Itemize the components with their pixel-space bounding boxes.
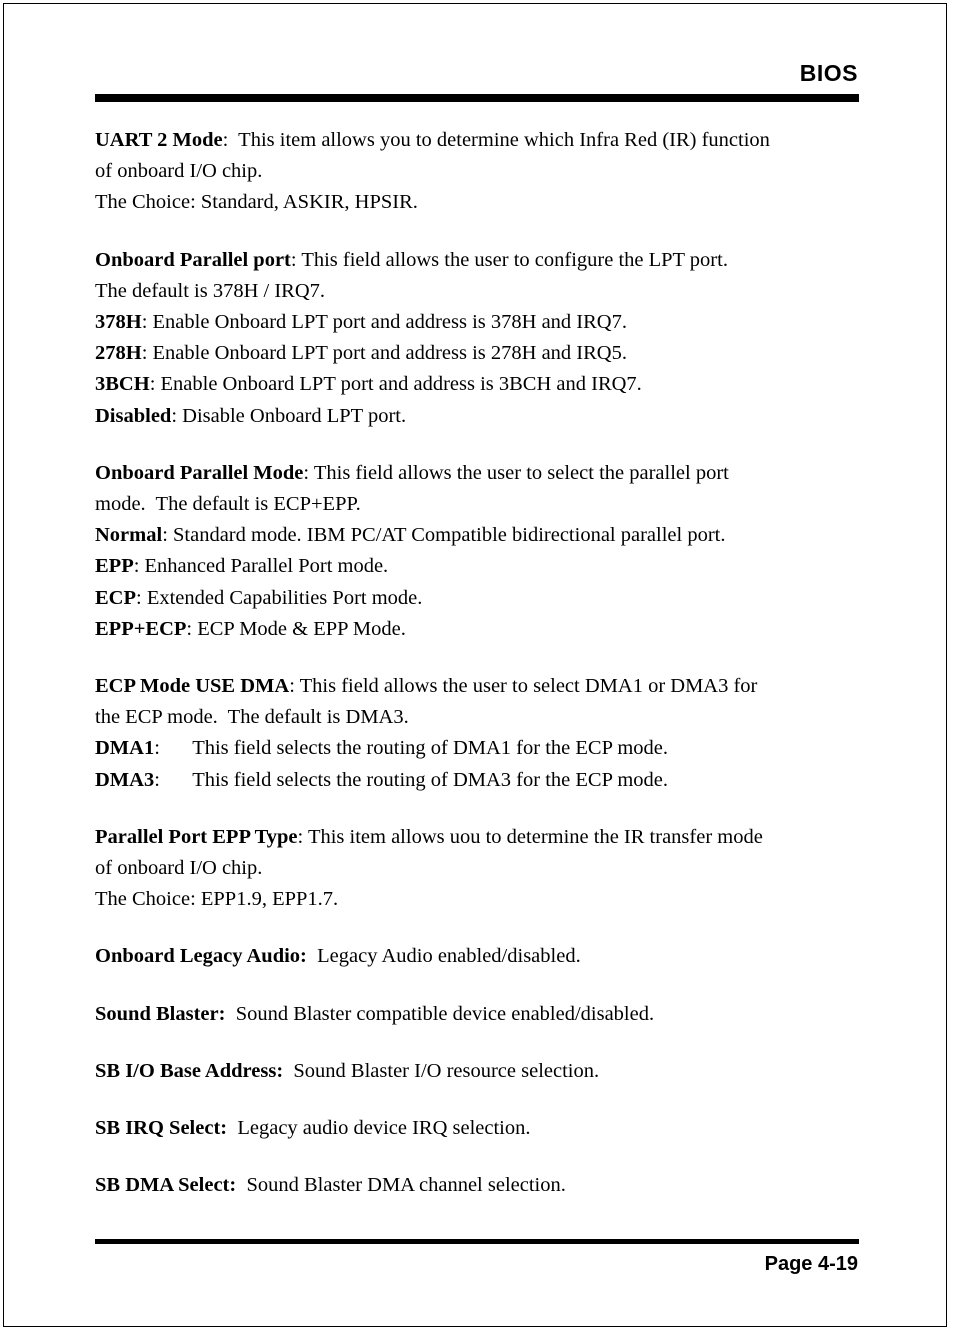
desc: : This item allows you to determine which Infra Red (IR) function [222,129,770,151]
footer-rule [95,1239,859,1244]
term-sound-blaster: Sound Blaster: [95,1002,226,1025]
option-disabled: Disabled: Disable Onboard LPT port. [95,404,407,427]
section-onboard-parallel-mode [95,458,865,645]
section-parallel-port-epp-type [95,822,865,916]
section-onboard-parallel-port [95,245,865,432]
desc: Legacy Audio enabled/disabled. [306,945,581,968]
desc-line: of onboard I/O chip. [95,160,263,183]
option-3bch: 3BCH: Enable Onboard LPT port and address is 3BCH and IRQ7. [95,373,642,396]
option-378h: 378H: Enable Onboard LPT port and address is 378H and IRQ7. [95,311,627,334]
option-epp: EPP: Enhanced Parallel Port mode. [95,555,389,578]
desc: Sound Blaster compatible device enabled/disabled. [225,1002,655,1025]
desc: : This field allows the user to select DMA1 or DMA3 for [289,675,758,698]
option-epp-ecp: EPP+ECP: ECP Mode & EPP Mode. [95,617,406,640]
desc: Legacy audio device IRQ selection. [227,1117,531,1140]
section-sb-irq-select [95,1113,865,1144]
term-onboard-legacy-audio: Onboard Legacy Audio: [95,945,307,968]
option-dma3: DMA3: This field selects the routing of DMA3 for the ECP mode. [95,768,669,791]
option-278h: 278H: Enable Onboard LPT port and address is 278H and IRQ5. [95,342,627,365]
term-parallel-port-epp-type: Parallel Port EPP Type [95,825,298,848]
option-dma1: DMA1: This field selects the routing of DMA1 for the ECP mode. [95,737,669,760]
option-normal: Normal: Standard mode. IBM PC/AT Compatible bidirectional parallel port. [95,524,726,547]
page-content [95,125,865,1227]
desc: : This field allows the user to configure the LPT port. [290,248,728,271]
option-ecp: ECP: Extended Capabilities Port mode. [95,586,423,609]
term-sb-dma-select: SB DMA Select: [95,1174,237,1197]
term-ecp-mode-use-dma: ECP Mode USE DMA [95,675,290,698]
term-onboard-parallel-mode: Onboard Parallel Mode [95,461,304,484]
page-number: Page 4-19 [764,1253,858,1275]
section-sound-blaster [95,999,865,1030]
section-ecp-mode-use-dma [95,671,865,796]
desc-line: of onboard I/O chip. [95,857,263,880]
term-sb-irq-select: SB IRQ Select: [95,1117,228,1140]
desc: Sound Blaster DMA channel selection. [236,1174,566,1197]
section-sb-dma-select [95,1170,865,1201]
term-onboard-parallel-port: Onboard Parallel port [95,248,291,271]
chapter-title: BIOS [799,60,858,86]
desc: : This field allows the user to select the parallel port [303,461,729,484]
desc-line: mode. The default is ECP+EPP. [95,493,361,516]
desc-line: the ECP mode. The default is DMA3. [95,706,409,729]
choice-line: The Choice: Standard, ASKIR, HPSIR. [95,191,418,214]
default-line: The default is 378H / IRQ7. [95,279,326,302]
section-onboard-legacy-audio [95,941,865,972]
section-uart2-mode [95,125,865,219]
term-uart2-mode: UART 2 Mode [95,129,223,151]
term-sb-io-base-address: SB I/O Base Address: [95,1059,284,1082]
choice-line: The Choice: EPP1.9, EPP1.7. [95,888,339,911]
desc: Sound Blaster I/O resource selection. [283,1059,600,1082]
header-rule [95,94,859,102]
section-sb-io-base-address [95,1056,865,1087]
desc: : This item allows uou to determine the IR transfer mode [297,825,763,848]
